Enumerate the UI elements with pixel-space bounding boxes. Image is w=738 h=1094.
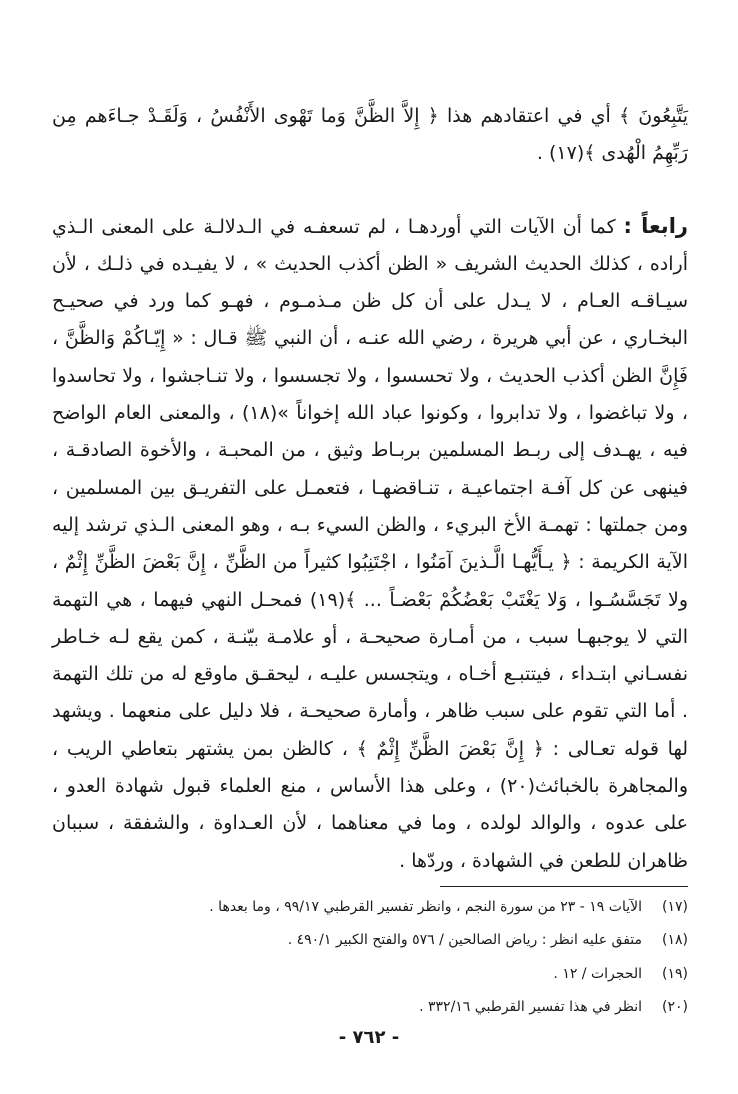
footnote-text: متفق عليه انظر : رياض الصالحين / ٥٧٦ والفتح الكبير ٤٩٠/١ . [287, 932, 642, 949]
footnote-number: (١٨) [662, 932, 688, 949]
page-number: - ٧٦٢ - [338, 1027, 400, 1048]
main-text [52, 98, 688, 880]
paragraph-2-text: كما أن الآيات التي أوردهـا ، لم تسعفـه في الـدلالـة على المعنى الـذي أراده ، كذلك الحديث الشريف « الظن أكذب الحديث » ، لا يفيـده في ذلـك ، لأن سيـاقـه العـام ، لا يـدل على أن كل ظن مـذمـوم ، فهـو كما ورد في صحيـح البخـاري ، عن أبي هريرة ، رضي الله عنـه ، أن النبي ﷺ قـال : « إِيّـاكُمْ وَالظَّنَّ ، فَإِنَّ الظن أكذب الحديث ، ولا تحسسوا ، ولا تجسسوا ، ولا تنـاجشوا ، ولا تحاسدوا ، ولا تباغضوا ، ولا تدابروا ، وكونوا عباد الله إخواناً »(١٨) ، والمعنى العام الواضح فيه ، يهـدف إلى ربـط المسلمين بربـاط وثيق ، من المحبـة ، والأخوة الصادقـة ، فينهى عن كل آفـة اجتماعيـة ، تنـاقضهـا ، فتعمـل على التفريـق بين المسلمين ، ومن جملتها : تهمـة الأخ البريء ، والظن السيء بـه ، وهو المعنى الـذي ترشد إليه الآية الكريمة : ﴿ يـأَيُّهـا الَّـذينَ آمَنُوا ، اجْتَنِبُوا كثيراً من الظَّنِّ ، إِنَّ بَعْضَ الظَّنِّ إِثْمٌ ، ولا تَجَسَّسُـوا ، وَلا يَغْتَبْ بَعْضُكُمْ بَعْضـاً ... ﴾(١٩) فمحـل النهي فيهما ، هي التهمة التي لا يوجبهـا سبب ، من أمـارة صحيحـة ، أو علامـة بيّنـة ، كمن يقع لـه خـاطر نفسـاني ابتـداء ، فيتتبـع أخـاه ، ويتجسس عليـه ، ليحقـق ماوقع له من تلك التهمة . أما التي تقوم على سبب ظاهر ، وأمارة صحيحـة ، فلا دليل على منعهما . ويشهد لها قوله تعـالى : ﴿ إِنَّ بَعْضَ الظَّنِّ إِثْمٌ ﴾ ، كالظن بمن يشتهر بتعاطي الريب ، والمجاهرة بالخبائث(٢٠) ، وعلى هذا الأساس ، منع العلماء قبول شهادة العدو ، على عدوه ، والوالد لولده ، وما في معناهما ، لأن العـداوة ، والشفقة ، سببان ظاهران للطعن في الشهادة ، وردّها . [52, 215, 689, 872]
footnote-text: انظر في هذا تفسير القرطبي ٣٣٢/١٦ . [419, 999, 642, 1016]
footnote-text: الآيات ١٩ - ٢٣ من سورة النجم ، وانظر تفسير القرطبي ٩٩/١٧ ، وما بعدها . [209, 898, 642, 915]
footnote-20 [52, 991, 688, 1025]
footnote-18 [52, 924, 688, 958]
paragraph-gap [52, 173, 688, 208]
page-content [52, 98, 688, 1025]
footnote-number: (١٧) [662, 898, 688, 915]
paragraph-2 [52, 208, 688, 880]
footnote-text: الحجرات / ١٢ . [553, 965, 642, 982]
footnote-separator [440, 886, 688, 887]
footnote-number: (٢٠) [662, 999, 688, 1016]
footnotes [52, 891, 688, 1025]
footnote-17 [52, 891, 688, 925]
footnote-number: (١٩) [662, 965, 688, 982]
footnote-19 [52, 958, 688, 992]
paragraph-1: يَتَّبِعُونَ ﴾ أي في اعتقادهم هذا ﴿ إِلاَّ الظَّنَّ وَما تَهْوى الأَنْفُسُ ، وَلَقَـدْ جـاءَهم مِن رَبِّهِمُ الْهُدى ﴾(١٧) . [52, 105, 688, 165]
paragraph-2-lead: رابعاً : [623, 213, 688, 238]
